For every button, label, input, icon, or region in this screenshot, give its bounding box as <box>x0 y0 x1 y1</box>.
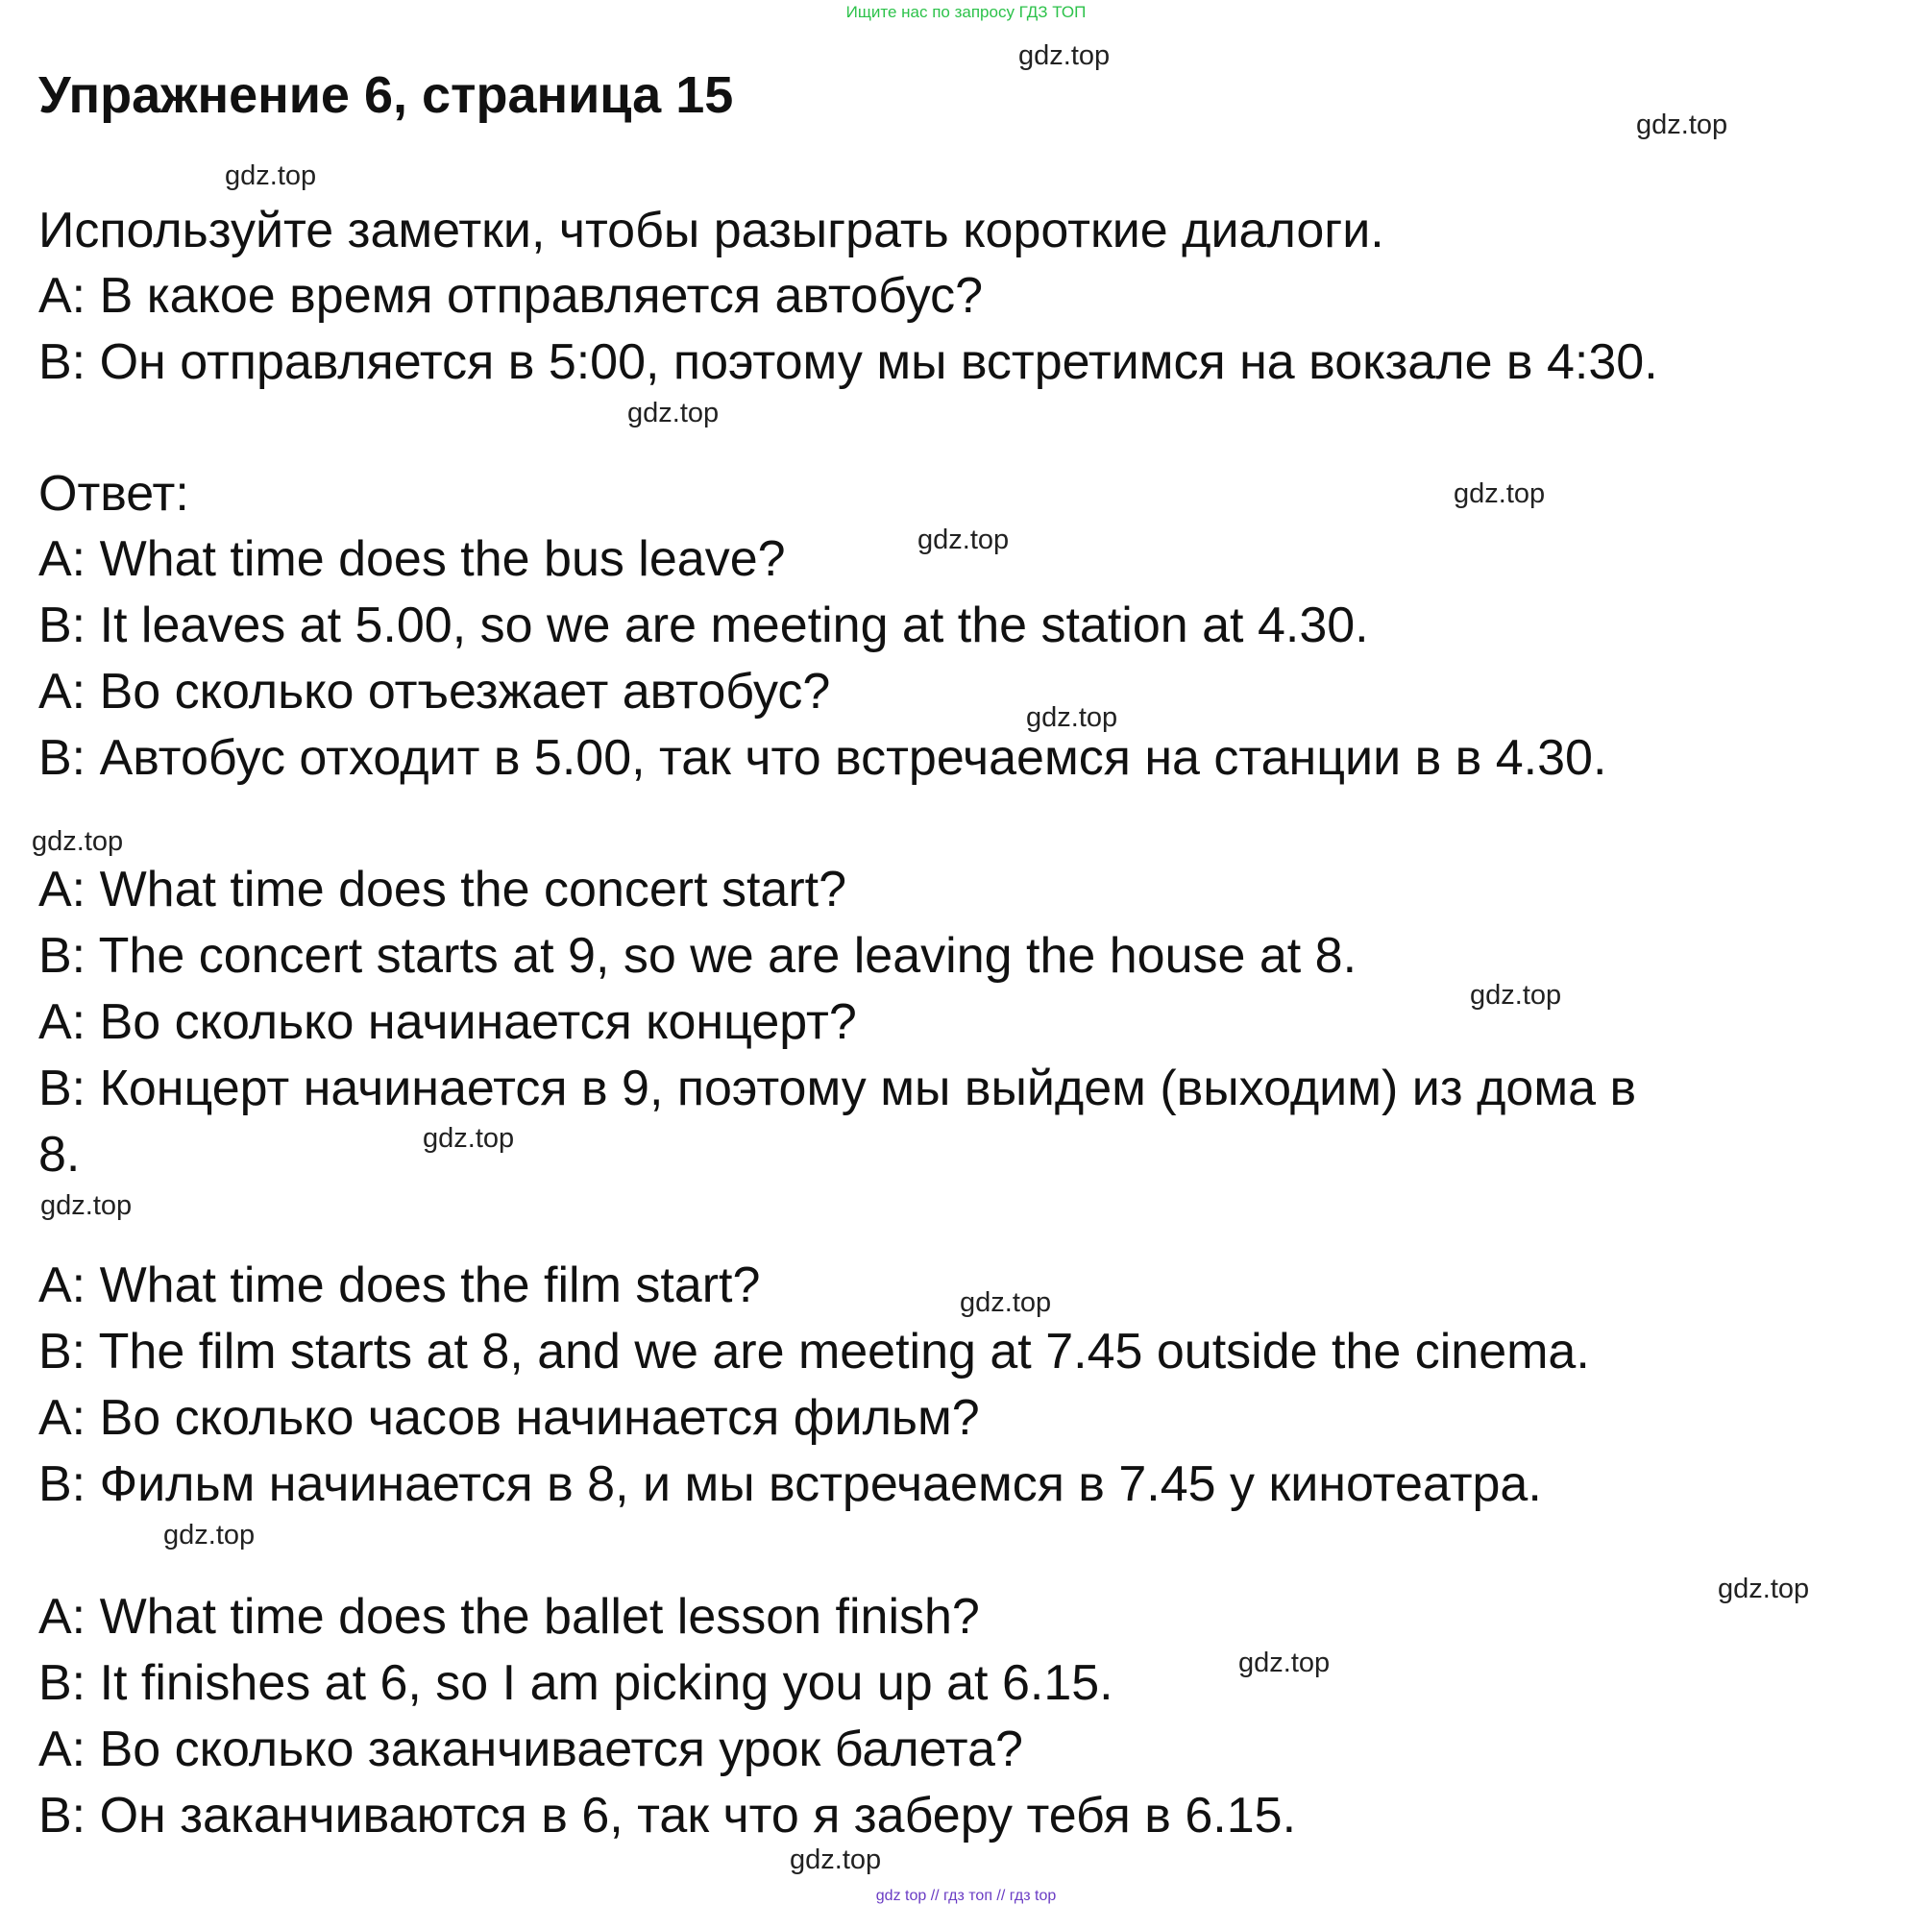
watermark: gdz.top <box>1470 980 1562 1011</box>
dialogue-4-line-4: B: Он заканчиваются в 6, так что я заберу тебя в 6.15. <box>38 1788 1297 1844</box>
dialogue-2-line-4: B: Концерт начинается в 9, поэтому мы выйдем (выходим) из дома в <box>38 1061 1637 1116</box>
watermark: gdz.top <box>1636 110 1728 140</box>
watermark: gdz.top <box>1018 40 1111 71</box>
watermark: gdz.top <box>163 1520 256 1551</box>
top-banner: Ищите нас по запросу ГДЗ ТОП <box>845 3 1087 21</box>
watermark: gdz.top <box>1454 478 1546 509</box>
watermark: gdz.top <box>40 1190 133 1221</box>
dialogue-4-line-3: A: Во сколько заканчивается урок балета? <box>38 1722 1023 1777</box>
watermark: gdz.top <box>790 1844 882 1875</box>
dialogue-2-line-2: B: The concert starts at 9, so we are leaving the house at 8. <box>38 928 1357 984</box>
dialogue-2-line-1: A: What time does the concert start? <box>38 862 847 917</box>
watermark: gdz.top <box>917 525 1010 555</box>
task-line-a: A: В какое время отправляется автобус? <box>38 268 984 324</box>
dialogue-1-line-3: A: Во сколько отъезжает автобус? <box>38 664 831 720</box>
task-instruction: Используйте заметки, чтобы разыграть короткие диалоги. <box>38 203 1384 258</box>
watermark: gdz.top <box>32 826 124 857</box>
task-line-b: B: Он отправляется в 5:00, поэтому мы встретимся на вокзале в 4:30. <box>38 334 1658 390</box>
dialogue-1-line-4: B: Автобус отходит в 5.00, так что встречаемся на станции в в 4.30. <box>38 730 1607 786</box>
dialogue-1-line-1: A: What time does the bus leave? <box>38 531 786 587</box>
page-title: Упражнение 6, страница 15 <box>38 66 734 124</box>
dialogue-3-line-2: B: The film starts at 8, and we are meeting at 7.45 outside the cinema. <box>38 1324 1590 1380</box>
watermark: gdz.top <box>225 160 317 191</box>
dialogue-3-line-1: A: What time does the film start? <box>38 1258 761 1313</box>
dialogue-3-line-4: B: Фильм начинается в 8, и мы встречаемся в 7.45 у кинотеатра. <box>38 1456 1542 1512</box>
watermark: gdz.top <box>423 1123 515 1154</box>
dialogue-2-line-5: 8. <box>38 1127 81 1183</box>
watermark: gdz.top <box>1718 1574 1810 1604</box>
dialogue-2-line-3: A: Во сколько начинается концерт? <box>38 994 857 1050</box>
watermark: gdz.top <box>627 398 720 428</box>
answer-label: Ответ: <box>38 466 189 522</box>
dialogue-1-line-2: B: It leaves at 5.00, so we are meeting at the station at 4.30. <box>38 598 1369 653</box>
dialogue-4-line-2: B: It finishes at 6, so I am picking you up at 6.15. <box>38 1655 1113 1711</box>
watermark: gdz.top <box>1026 702 1118 733</box>
footer-links[interactable]: gdz top // гдз топ // гдз top <box>875 1888 1057 1904</box>
watermark: gdz.top <box>1238 1648 1331 1678</box>
dialogue-4-line-1: A: What time does the ballet lesson finish? <box>38 1589 980 1645</box>
watermark: gdz.top <box>960 1287 1052 1318</box>
dialogue-3-line-3: A: Во сколько часов начинается фильм? <box>38 1390 980 1446</box>
